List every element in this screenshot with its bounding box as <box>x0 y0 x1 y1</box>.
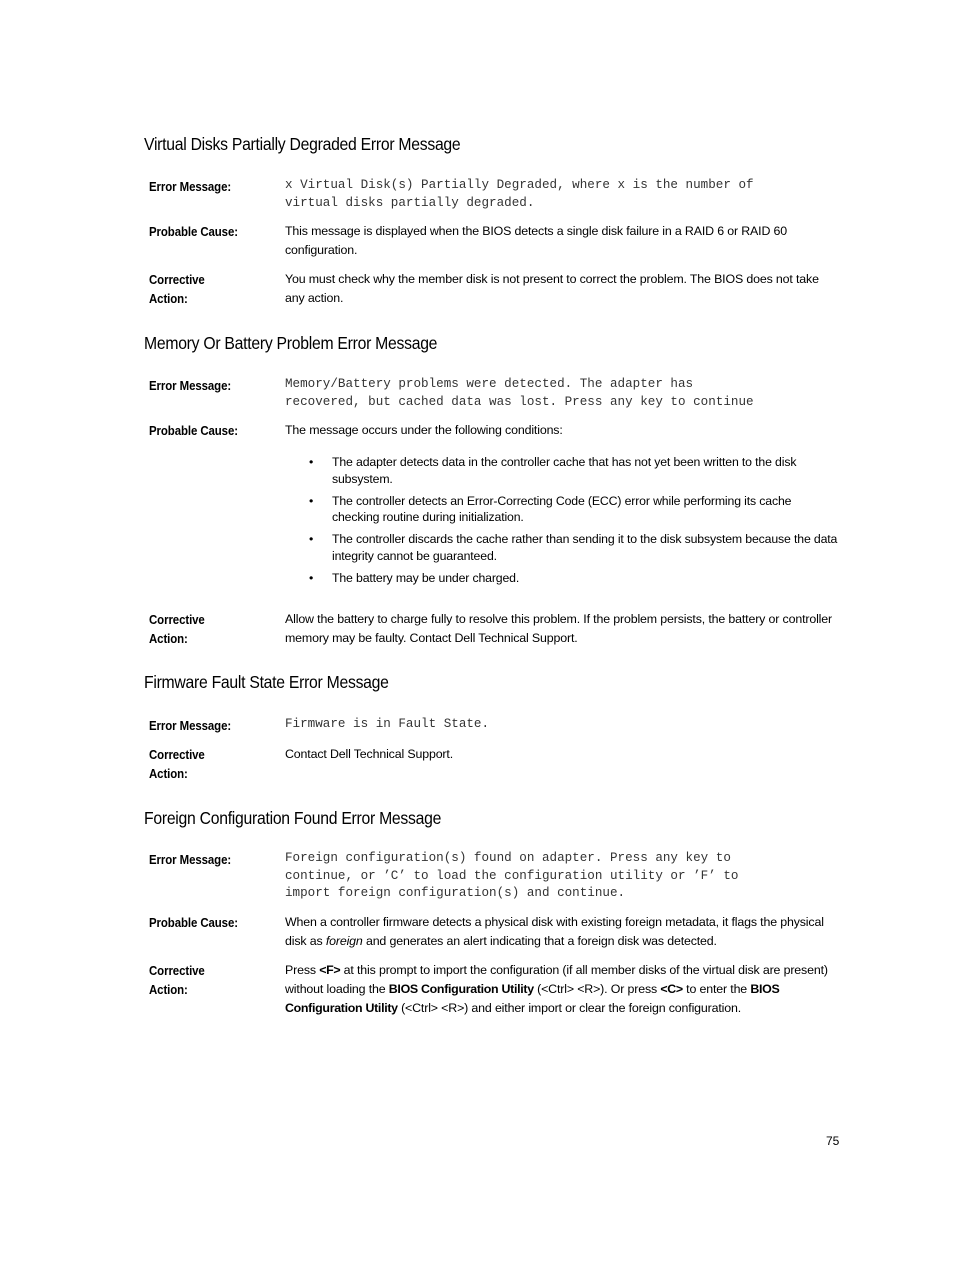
corrective-action-text: Contact Dell Technical Support. <box>285 747 453 761</box>
probable-cause-row <box>149 421 839 591</box>
section-heading-foreign-configuration: Foreign Configuration Found Error Message <box>144 808 442 828</box>
error-message-label: Error Message: <box>149 852 232 867</box>
corrective-action-label: Corrective Action: <box>149 963 205 997</box>
error-line: virtual disks partially degraded. <box>285 195 535 210</box>
bios-utility-name: BIOS Configuration Utility <box>388 982 534 996</box>
section-heading-memory-battery: Memory Or Battery Problem Error Message <box>144 333 438 353</box>
section-heading-firmware-fault: Firmware Fault State Error Message <box>144 672 389 692</box>
list-item: • The controller discards the cache rather than sending it to the disk subsystem because the data integrity cannot be guaranteed. <box>309 532 838 563</box>
error-message-text <box>285 376 837 411</box>
key-f: <F> <box>319 963 341 977</box>
probable-cause-label: Probable Cause: <box>149 224 238 239</box>
corrective-action-label: Corrective Action: <box>149 612 205 646</box>
error-message-label: Error Message: <box>149 718 232 733</box>
corrective-action-label: Corrective Action: <box>149 272 205 306</box>
error-line: recovered, but cached data was lost. Press any key to continue <box>285 394 754 409</box>
probable-cause-text: When a controller firmware detects a physical disk with existing foreign metadata, it flags the physical disk as foreign and generates an alert indicating that a foreign disk was detected. <box>285 915 824 948</box>
probable-cause-text: The message occurs under the following conditions: <box>285 423 563 437</box>
error-message-text <box>285 850 837 903</box>
probable-cause-label: Probable Cause: <box>149 423 238 438</box>
page-number: 75 <box>826 1134 840 1148</box>
error-line: x Virtual Disk(s) Partially Degraded, where x is the number of <box>285 178 754 192</box>
error-line: import foreign configuration(s) and continue. <box>285 886 626 900</box>
list-item: • The adapter detects data in the controller cache that has not yet been written to the disk subsystem. <box>309 455 797 486</box>
list-item: • The battery may be under charged. <box>309 570 520 585</box>
error-message-label: Error Message: <box>149 179 232 194</box>
error-message-text <box>285 177 837 212</box>
probable-cause-text: This message is displayed when the BIOS detects a single disk failure in a RAID 6 or RAID 60 configuration. <box>285 224 788 257</box>
error-message-label: Error Message: <box>149 378 232 393</box>
error-message-text <box>285 716 837 734</box>
error-line: Memory/Battery problems were detected. The adapter has <box>285 377 694 391</box>
corrective-action-text: Allow the battery to charge fully to resolve this problem. If the problem persists, the battery or controller memory may be faulty. Contact Dell Technical Support. <box>285 612 832 645</box>
corrective-action-text: Press <F> at this prompt to import the configuration (if all member disks of the virtual disk are present) without loading the BIOS Configuration Utility (<Ctrl> <R>). Or press <C> to enter the BIOS Configuration Utility (<Ctrl> <R>) and either import or clear the foreign configuration. <box>285 963 828 1015</box>
error-line: Firmware is in Fault State. <box>285 717 490 731</box>
corrective-action-label: Corrective Action: <box>149 747 205 781</box>
key-c: <C> <box>660 982 683 996</box>
list-item: • The controller detects an Error-Correcting Code (ECC) error while performing its cache checking routine during initialization. <box>309 493 792 524</box>
conditions-list <box>309 454 839 592</box>
corrective-action-text: You must check why the member disk is not present to correct the problem. The BIOS does not take any action. <box>285 272 819 305</box>
foreign-term: foreign <box>325 934 363 948</box>
section-heading-virtual-disks-degraded: Virtual Disks Partially Degraded Error Message <box>144 134 461 154</box>
bios-utility-name: BIOS Configuration Utility <box>285 982 780 1015</box>
probable-cause-label: Probable Cause: <box>149 915 238 930</box>
error-line: continue, or ’C’ to load the configuration utility or ’F’ to <box>285 868 739 883</box>
error-line: Foreign configuration(s) found on adapter. Press any key to <box>285 851 731 865</box>
